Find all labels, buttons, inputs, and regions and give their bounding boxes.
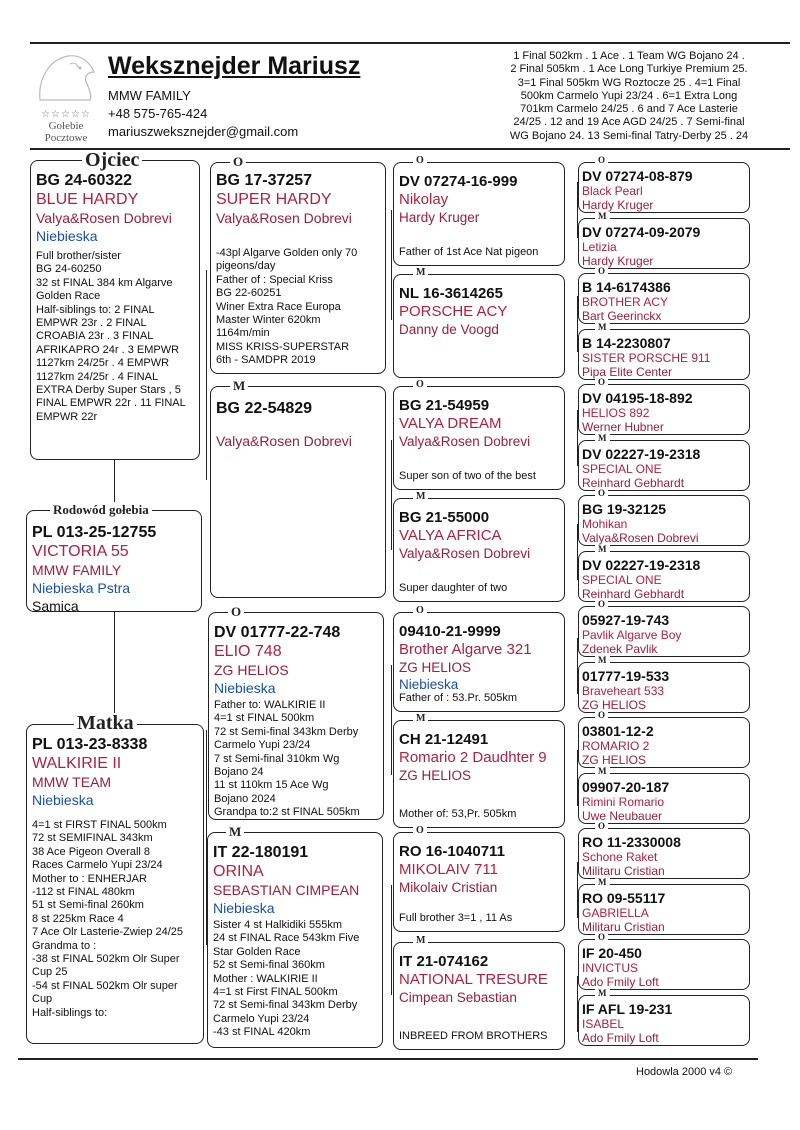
ancestor-legend: O bbox=[595, 489, 608, 498]
ggp-breeder: Hardy Kruger bbox=[399, 210, 480, 225]
ancestor-legend: M bbox=[595, 545, 610, 554]
ggp-name: VALYA AFRICA bbox=[399, 527, 502, 544]
ggp-name: MIKOLAIV 711 bbox=[399, 861, 498, 878]
ancestor-ring: DV 04195-18-892 bbox=[582, 390, 693, 406]
note-line: 4=1 st FINAL 500km bbox=[214, 712, 315, 725]
great-grandparent-card[interactable] bbox=[393, 720, 565, 828]
owner-family: MMW FAMILY bbox=[108, 88, 191, 103]
ggp-color: Niebieska bbox=[399, 677, 459, 692]
father-notes bbox=[36, 250, 194, 424]
note-line: 52 st Semi-final 360km bbox=[213, 959, 325, 972]
ancestor-ring: RO 09-55117 bbox=[582, 889, 666, 906]
grandparent-name: SUPER HARDY bbox=[216, 191, 332, 208]
ancestor-legend: O bbox=[595, 933, 608, 942]
ancestor-ring: DV 07274-09-2079 bbox=[582, 223, 701, 240]
ancestor-card[interactable] bbox=[578, 828, 750, 879]
ancestor-ring: B 14-2230807 bbox=[582, 334, 671, 351]
grandparent-legend: O bbox=[230, 155, 246, 168]
note-line: -38 st FINAL 502km Olr Super bbox=[32, 953, 180, 966]
ancestor-card[interactable] bbox=[578, 606, 750, 657]
logo-text-line2: Pocztowe bbox=[44, 132, 88, 144]
ancestor-card[interactable] bbox=[578, 162, 750, 213]
note-line: Mother to : ENHERJAR bbox=[32, 872, 147, 885]
ancestor-breeder: Reinhard Gebhardt bbox=[582, 475, 685, 490]
ancestor-card[interactable] bbox=[578, 551, 750, 602]
ancestor-card[interactable] bbox=[578, 495, 750, 546]
ancestor-card[interactable] bbox=[578, 218, 750, 269]
ancestor-ring: DV 02227-19-2318 bbox=[582, 445, 701, 462]
grandparent-breeder: Valya&Rosen Dobrevi bbox=[216, 433, 352, 449]
ggp-name: VALYA DREAM bbox=[399, 415, 502, 432]
ancestor-name: Rimini Romario bbox=[582, 794, 665, 809]
ggp-ring: BG 21-55000 bbox=[399, 509, 490, 526]
note-line: EMPWR 22r bbox=[36, 410, 98, 423]
grandparent-legend: M bbox=[226, 825, 244, 838]
connector-father-grandparents bbox=[206, 270, 207, 480]
ancestor-breeder: Ado Fmily Loft bbox=[582, 1030, 659, 1045]
note-line: MISS KRISS-SUPERSTAR bbox=[216, 340, 350, 353]
owner-phone: +48 575-765-424 bbox=[108, 106, 208, 121]
note-line: Carmelo Yupi 23/24 bbox=[214, 739, 311, 752]
note-line: Bojano 24 bbox=[214, 766, 264, 779]
ancestor-name: GABRIELLA bbox=[582, 905, 649, 920]
father-color: Niebieska bbox=[36, 228, 98, 244]
note-line: Cup 25 bbox=[32, 966, 68, 979]
note-line: Grandpa to:2 st FINAL 505km bbox=[214, 806, 360, 819]
ancestor-name: Black Pearl bbox=[582, 184, 643, 198]
grandparent-ring: BG 17-37257 bbox=[216, 172, 313, 189]
ancestor-card[interactable] bbox=[578, 662, 750, 713]
note-line: 38 Ace Pigeon Overall 8 bbox=[32, 845, 151, 858]
father-breeder: Valya&Rosen Dobrevi bbox=[36, 210, 172, 226]
ancestor-ring: 05927-19-743 bbox=[582, 612, 670, 628]
note-line: 24/25 . 12 and 19 Ace AGD 24/25 . 7 Semi-final bbox=[513, 116, 745, 129]
note-line: EMPWR 23r . 2 FINAL bbox=[36, 317, 147, 330]
ancestor-legend: O bbox=[595, 711, 608, 720]
grandparent-card[interactable] bbox=[210, 386, 386, 598]
ggp-breeder: Valya&Rosen Dobrevi bbox=[399, 546, 531, 561]
great-grandparent-card[interactable] bbox=[393, 162, 565, 266]
ggp-breeder: Cimpean Sebastian bbox=[399, 990, 517, 1005]
note-line: 1127km 24/25r . 4 FINAL bbox=[36, 370, 159, 383]
note-line: 72 st Semi-final 343km Derby bbox=[214, 725, 359, 738]
note-line: 701km Carmelo 24/25 . 6 and 7 Ace Lasterie bbox=[520, 103, 738, 116]
ancestor-breeder: Pipa Elite Center bbox=[582, 364, 673, 379]
note-line: Carmelo Yupi 23/24 bbox=[213, 1012, 310, 1025]
ggp-note: Father of : 53.Pr. 505km bbox=[399, 691, 518, 704]
achievements-list bbox=[474, 50, 784, 143]
ggp-breeder: ZG HELIOS bbox=[399, 768, 472, 783]
ancestor-ring: B 14-6174386 bbox=[582, 279, 671, 295]
grandparent-notes bbox=[216, 247, 380, 368]
note-line: -112 st FINAL 480km bbox=[32, 886, 135, 899]
note-line: Full brother/sister bbox=[36, 250, 121, 262]
grandparent-notes bbox=[213, 919, 377, 1040]
ancestor-ring: 09907-20-187 bbox=[582, 778, 670, 795]
ancestor-name: HELIOS 892 bbox=[582, 406, 650, 420]
father-name: BLUE HARDY bbox=[36, 191, 139, 208]
note-line: -43pl Algarve Golden only 70 bbox=[216, 247, 358, 259]
note-line: AFRIKAPRO 24r . 3 EMPWR bbox=[36, 343, 180, 356]
ancestor-legend: M bbox=[595, 323, 610, 332]
ancestor-legend: M bbox=[595, 212, 610, 221]
ancestor-name: Mohikan bbox=[582, 517, 628, 531]
ancestor-card[interactable] bbox=[578, 384, 750, 435]
grandparent-notes bbox=[214, 699, 378, 820]
ancestor-name: SPECIAL ONE bbox=[582, 572, 662, 587]
ggp-breeder: Valya&Rosen Dobrevi bbox=[399, 434, 531, 449]
ancestor-legend: O bbox=[595, 267, 608, 276]
grandparent-breeder: SEBASTIAN CIMPEAN bbox=[213, 882, 360, 898]
grandparent-color: Niebieska bbox=[213, 900, 275, 916]
logo bbox=[30, 50, 102, 146]
ancestor-legend: M bbox=[595, 878, 610, 887]
ancestor-name: SISTER PORSCHE 911 bbox=[582, 350, 711, 365]
ggp-name: Romario 2 Daudhter 9 bbox=[399, 749, 547, 766]
ggp-legend: M bbox=[413, 268, 428, 278]
ggp-note: INBREED FROM BROTHERS bbox=[399, 1029, 548, 1042]
header-bottom-rule bbox=[30, 148, 790, 150]
mother-name: WALKIRIE II bbox=[32, 755, 122, 772]
note-line: 1 Final 502km . 1 Ace . 1 Team WG Bojano 24 . bbox=[513, 50, 745, 62]
great-grandparent-card[interactable] bbox=[393, 386, 565, 490]
ancestor-ring: BG 19-32125 bbox=[582, 501, 667, 517]
software-credit: Hodowla 2000 v4 © bbox=[636, 1066, 733, 1078]
note-line: 7 Ace Olr Lasterie-Zwiep 24/25 bbox=[32, 926, 184, 939]
ancestor-ring: DV 02227-19-2318 bbox=[582, 556, 701, 573]
ancestor-card[interactable] bbox=[578, 773, 750, 824]
ancestor-legend: O bbox=[595, 600, 608, 609]
mother-ring: PL 013-23-8338 bbox=[32, 736, 148, 753]
note-line: Mother : WALKIRIE II bbox=[213, 972, 318, 985]
ggp-ring: NL 16-3614265 bbox=[399, 285, 503, 302]
ggp-ring: CH 21-12491 bbox=[399, 731, 489, 748]
ggp-legend: O bbox=[413, 380, 427, 390]
note-line: Half-siblings to: bbox=[32, 1006, 108, 1019]
note-line: 51 st Semi-final 260km bbox=[32, 899, 144, 912]
ancestor-name: Pavlik Algarve Boy bbox=[582, 628, 682, 642]
father-ring: BG 24-60322 bbox=[36, 172, 133, 189]
great-grandparent-card[interactable] bbox=[393, 942, 565, 1050]
great-grandparent-card[interactable] bbox=[393, 498, 565, 602]
ancestor-legend: O bbox=[595, 156, 608, 165]
ggp-legend: O bbox=[413, 826, 427, 836]
connector-gp3 bbox=[391, 665, 392, 775]
pigeon-head-icon bbox=[30, 50, 102, 102]
ancestor-breeder: Hardy Kruger bbox=[582, 198, 654, 212]
ancestor-breeder: ZG HELIOS bbox=[582, 753, 647, 767]
ggp-legend: O bbox=[413, 156, 427, 166]
connector-gp2 bbox=[391, 440, 392, 550]
ancestor-card[interactable] bbox=[578, 884, 750, 935]
grandparent-card[interactable] bbox=[210, 162, 386, 374]
note-line: pigeons/day bbox=[216, 260, 276, 273]
ancestor-breeder: Hardy Kruger bbox=[582, 253, 654, 268]
father-legend: Ojciec bbox=[82, 150, 142, 170]
ancestor-ring: 03801-12-2 bbox=[582, 723, 654, 739]
note-line: Sister 4 st Halkidiki 555km bbox=[213, 919, 342, 931]
grandparent-name: ELIO 748 bbox=[214, 643, 282, 660]
grandparent-card[interactable] bbox=[208, 612, 384, 820]
header-top-rule bbox=[30, 42, 790, 44]
ancestor-name: Schone Raket bbox=[582, 850, 658, 864]
mother-card[interactable] bbox=[26, 724, 204, 1044]
mother-legend: Matka bbox=[74, 713, 137, 733]
note-line: Half-siblings to: 2 FINAL bbox=[36, 303, 155, 316]
ancestor-name: SPECIAL ONE bbox=[582, 461, 662, 476]
connector-gp1 bbox=[391, 210, 392, 320]
note-line: Father of : Special Kriss bbox=[216, 273, 333, 286]
ancestor-name: Braveheart 533 bbox=[582, 683, 665, 698]
note-line: 32 st FINAL 384 km Algarve bbox=[36, 276, 173, 289]
note-line: -54 st FINAL 502km Olr super bbox=[32, 979, 178, 992]
note-line: 4=1 st First FINAL 500km bbox=[213, 986, 338, 999]
subject-color: Niebieska Pstra bbox=[32, 580, 131, 596]
connector-father-subject bbox=[114, 460, 115, 502]
note-line: 1127km 24/25r . 4 EMPWR bbox=[36, 357, 170, 370]
ancestor-name: BROTHER ACY bbox=[582, 295, 669, 309]
ancestor-legend: M bbox=[595, 434, 610, 443]
grandparent-ring: IT 22-180191 bbox=[213, 844, 309, 861]
mother-notes bbox=[32, 819, 198, 1020]
grandparent-name: ORINA bbox=[213, 863, 264, 880]
note-line: 11 st 110km 15 Ace Wg bbox=[214, 779, 329, 792]
note-line: FINAL EMPWR 22r . 11 FINAL bbox=[36, 397, 186, 410]
mother-color: Niebieska bbox=[32, 792, 94, 808]
ancestor-card[interactable] bbox=[578, 273, 750, 324]
grandparent-ring: BG 22-54829 bbox=[216, 400, 313, 417]
ancestor-breeder: Militaru Cristian bbox=[582, 864, 665, 878]
grandparent-legend: O bbox=[228, 605, 244, 618]
ancestor-card[interactable] bbox=[578, 329, 750, 380]
ancestor-legend: M bbox=[595, 989, 610, 998]
father-card[interactable] bbox=[30, 160, 200, 460]
grandparent-legend: M bbox=[230, 379, 248, 392]
note-line: EXTRA Derby Super Stars , 5 bbox=[36, 384, 181, 397]
ancestor-name: ROMARIO 2 bbox=[582, 739, 650, 753]
ggp-name: PORSCHE ACY bbox=[399, 303, 508, 320]
note-line: 2 Final 505km . 1 Ace Long Turkiye Premium 25. bbox=[510, 63, 748, 76]
note-line: Cup bbox=[32, 993, 53, 1006]
ancestor-name: ISABEL bbox=[582, 1016, 625, 1031]
note-line: 500km Carmelo Yupi 23/24 . 6=1 Extra Long bbox=[520, 89, 738, 102]
owner-name: Weksznejder Mariusz bbox=[108, 52, 361, 80]
note-line: BG 22-60251 bbox=[216, 287, 282, 300]
note-line: Grandma to : bbox=[32, 939, 97, 952]
note-line: 8 st 225km Race 4 bbox=[32, 912, 124, 925]
ancestor-breeder: ZG HELIOS bbox=[582, 697, 647, 712]
grandparent-card[interactable] bbox=[207, 832, 383, 1048]
grandparent-ring: DV 01777-22-748 bbox=[214, 624, 341, 641]
ancestor-breeder: Reinhard Gebhardt bbox=[582, 586, 685, 601]
ggp-ring: RO 16-1040711 bbox=[399, 843, 505, 860]
note-line: Winer Extra Race Europa bbox=[216, 300, 341, 313]
ancestor-card[interactable] bbox=[578, 440, 750, 491]
ancestor-legend: M bbox=[595, 656, 610, 665]
ggp-note: Mother of: 53,Pr. 505km bbox=[399, 807, 517, 820]
ggp-legend: O bbox=[413, 606, 427, 616]
note-line: 6th - SAMDPR 2019 bbox=[216, 354, 316, 367]
ggp-note: Super son of two of the best bbox=[399, 469, 536, 482]
ggp-name: Brother Algarve 321 bbox=[399, 641, 532, 658]
ancestor-ring: DV 07274-08-879 bbox=[582, 168, 693, 184]
ancestor-breeder: Werner Hubner bbox=[582, 420, 664, 434]
ancestor-ring: RO 11-2330008 bbox=[582, 834, 681, 850]
footer-rule bbox=[18, 1058, 758, 1060]
ancestor-name: Letizia bbox=[582, 239, 617, 254]
ancestor-legend: O bbox=[595, 822, 608, 831]
ggp-breeder: Danny de Voogd bbox=[399, 322, 499, 337]
note-line: 7 st Semi-final 310km Wg bbox=[214, 752, 340, 765]
ancestor-breeder: Uwe Neubauer bbox=[582, 808, 663, 823]
ggp-ring: IT 21-074162 bbox=[399, 953, 489, 970]
ggp-legend: M bbox=[413, 936, 428, 946]
subject-ring: PL 013-25-12755 bbox=[32, 524, 157, 541]
logo-text-line1: Gołebie bbox=[48, 120, 84, 132]
ancestor-breeder: Ado Fmily Loft bbox=[582, 975, 659, 989]
note-line: -43 st FINAL 420km bbox=[213, 1026, 311, 1039]
grandparent-color: Niebieska bbox=[214, 680, 276, 696]
ancestor-card[interactable] bbox=[578, 995, 750, 1046]
ggp-ring: DV 07274-16-999 bbox=[399, 173, 518, 190]
ggp-note: Father of 1st Ace Nat pigeon bbox=[399, 245, 539, 258]
ancestor-card[interactable] bbox=[578, 939, 750, 990]
connector-gp4 bbox=[391, 885, 392, 995]
ggp-legend: M bbox=[413, 714, 428, 724]
note-line: Father to: WALKIRIE II bbox=[214, 699, 326, 711]
note-line: 24 st FINAL Race 543km Five bbox=[213, 932, 360, 945]
subject-legend: Rodowód gołebia bbox=[50, 503, 152, 516]
subject-card[interactable] bbox=[26, 510, 202, 612]
owner-email[interactable]: mariuszweksznejder@gmail.com bbox=[108, 124, 299, 139]
note-line: Golden Race bbox=[36, 290, 101, 303]
ggp-note: Full brother 3=1 , 11 As bbox=[399, 911, 513, 924]
connector-subject-mother bbox=[114, 612, 115, 716]
note-line: CROABIA 23r . 3 FINAL bbox=[36, 330, 154, 343]
ggp-name: NATIONAL TRESURE bbox=[399, 971, 548, 988]
note-line: 72 st Semi-final 343km Derby bbox=[213, 999, 358, 1012]
note-line: Races Carmelo Yupi 23/24 bbox=[32, 859, 163, 872]
note-line: 72 st SEMIFINAL 343km bbox=[32, 832, 153, 845]
note-line: BG 24-60250 bbox=[36, 263, 102, 276]
ancestor-card[interactable] bbox=[578, 717, 750, 768]
ancestor-breeder: Zdenek Pavlik bbox=[582, 642, 658, 656]
great-grandparent-card[interactable] bbox=[393, 274, 565, 378]
ancestor-ring: IF AFL 19-231 bbox=[582, 1000, 673, 1017]
mother-breeder: MMW TEAM bbox=[32, 774, 112, 790]
ggp-breeder: ZG HELIOS bbox=[399, 660, 472, 675]
ancestor-ring: 01777-19-533 bbox=[582, 667, 670, 684]
ancestor-breeder: Bart Geerinckx bbox=[582, 309, 662, 323]
grandparent-breeder: ZG HELIOS bbox=[214, 662, 289, 678]
ggp-name: Nikolay bbox=[399, 191, 449, 208]
note-line: WG Bojano 24. 13 Semi-final Tatry-Derby 25 . 24 bbox=[509, 129, 749, 142]
ggp-ring: BG 21-54959 bbox=[399, 397, 490, 414]
ancestor-breeder: Militaru Cristian bbox=[582, 919, 665, 934]
ancestor-name: INVICTUS bbox=[582, 961, 639, 975]
great-grandparent-card[interactable] bbox=[393, 832, 565, 932]
ancestor-legend: O bbox=[595, 378, 608, 387]
note-line: 3=1 Final 505km WG Roztocze 25 . 4=1 Final bbox=[517, 76, 741, 89]
ancestor-ring: IF 20-450 bbox=[582, 945, 642, 961]
note-line: Master Winter 620km bbox=[216, 314, 321, 327]
note-line: Bojano 2024 bbox=[214, 792, 276, 805]
logo-stars: ☆☆☆☆☆ bbox=[41, 109, 91, 120]
ggp-legend: M bbox=[413, 492, 428, 502]
note-line: 4=1 st FIRST FINAL 500km bbox=[32, 819, 167, 831]
great-grandparent-card[interactable] bbox=[393, 612, 565, 712]
note-line: 1164m/min bbox=[216, 327, 270, 340]
ancestor-legend: M bbox=[595, 767, 610, 776]
ancestor-breeder: Valya&Rosen Dobrevi bbox=[582, 531, 699, 545]
note-line: Star Golden Race bbox=[213, 945, 301, 958]
subject-breeder: MMW FAMILY bbox=[32, 562, 122, 578]
ggp-ring: 09410-21-9999 bbox=[399, 623, 501, 640]
ggp-breeder: Mikolaiv Cristian bbox=[399, 880, 498, 895]
ggp-note: Super daughter of two bbox=[399, 581, 508, 594]
grandparent-breeder: Valya&Rosen Dobrevi bbox=[216, 210, 352, 226]
subject-sex: Samica bbox=[32, 598, 79, 612]
subject-name: VICTORIA 55 bbox=[32, 543, 129, 560]
